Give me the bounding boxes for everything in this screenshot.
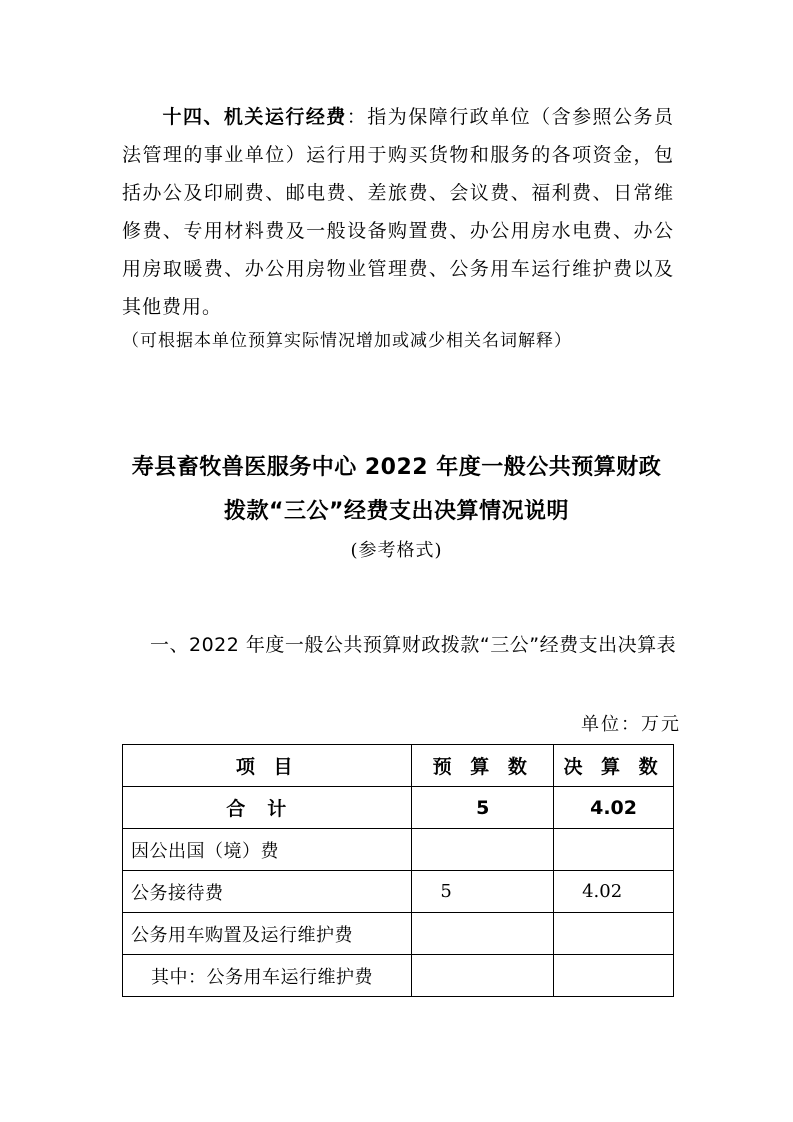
- document-title-line1: 寿县畜牧兽医服务中心 2022 年度一般公共预算财政: [131, 455, 662, 480]
- table-row: [123, 913, 674, 955]
- row-label: 公务用车购置及运行维护费: [123, 913, 412, 955]
- table-row: [123, 871, 674, 913]
- header-item: 项 目: [123, 745, 412, 787]
- table-header-row: [123, 745, 674, 787]
- definition-paragraph: [122, 98, 674, 326]
- note-text: （可根据本单位预算实际情况增加或减少相关名词解释）: [122, 331, 572, 351]
- table-row: [123, 955, 674, 997]
- row-budget: [412, 829, 554, 871]
- unit-label: 单位：万元: [581, 714, 681, 735]
- row-actual: [554, 829, 674, 871]
- row-budget: [412, 955, 554, 997]
- row-budget: [412, 913, 554, 955]
- row-budget: 5: [412, 871, 554, 913]
- row-actual: [554, 913, 674, 955]
- total-budget: 5: [412, 787, 554, 829]
- budget-table: [122, 744, 674, 997]
- total-label: 合计: [123, 787, 412, 829]
- row-actual: 4.02: [554, 871, 674, 913]
- total-actual: 4.02: [554, 787, 674, 829]
- document-subtitle: (参考格式): [350, 540, 443, 561]
- row-actual: [554, 955, 674, 997]
- header-budget: 预 算 数: [412, 745, 554, 787]
- document-title-line2: 拨款“三公”经费支出决算情况说明: [224, 499, 569, 524]
- section-heading-text: 一、2022 年度一般公共预算财政拨款“三公”经费支出决算表: [150, 634, 677, 656]
- table-row: [123, 829, 674, 871]
- section-heading: [122, 622, 677, 668]
- table-total-row: [123, 787, 674, 829]
- row-label: 公务接待费: [123, 871, 412, 913]
- row-label: 因公出国（境）费: [123, 829, 412, 871]
- definition-term: 十四、机关运行经费: [162, 106, 347, 128]
- header-actual: 决 算 数: [554, 745, 674, 787]
- row-label: 其中：公务用车运行维护费: [123, 955, 412, 997]
- definition-text: ：指为保障行政单位（含参照公务员法管理的事业单位）运行用于购买货物和服务的各项资金，包括办公及印刷费、邮电费、差旅费、会议费、福利费、日常维修费、专用材料费及一般设备购置费、办公用房水电费、办公用房取暖费、办公用房物业管理费、公务用车运行维护费以及其他费用。: [122, 106, 674, 318]
